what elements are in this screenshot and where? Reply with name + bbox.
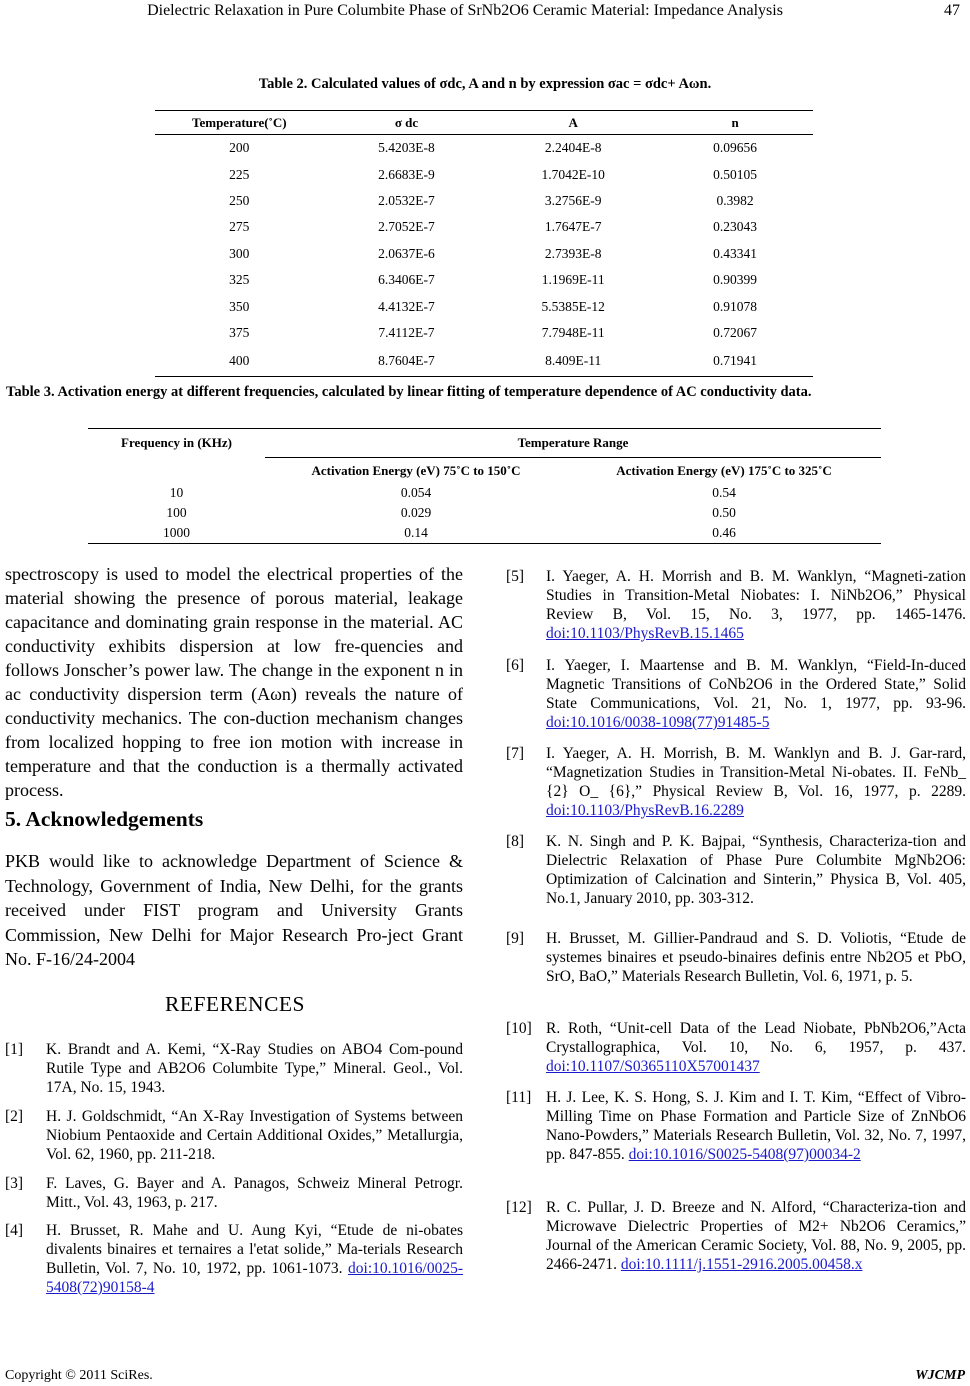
table-row xyxy=(155,135,813,162)
reference-item xyxy=(506,567,966,643)
table2 xyxy=(155,110,813,377)
doi-link[interactable]: doi:10.1103/PhysRevB.15.1465 xyxy=(546,625,744,642)
doi-link[interactable]: doi:10.1016/0025-5408(72)90158-4 xyxy=(46,1260,463,1296)
table-cell: 3.2756E-9 xyxy=(544,192,602,208)
reference-item xyxy=(506,1198,966,1274)
table-cell: 2.7052E-7 xyxy=(378,219,435,235)
copyright-text: Copyright © 2011 SciRes. xyxy=(5,1368,153,1383)
table-cell: 2.6683E-9 xyxy=(378,166,435,182)
table2-header-a: A xyxy=(489,111,657,135)
table3-header-blank xyxy=(88,458,265,484)
table-cell: 0.72067 xyxy=(713,324,757,340)
doi-link[interactable]: doi:10.1016/S0025-5408(97)00034-2 xyxy=(628,1146,861,1163)
reference-number: [4] xyxy=(5,1222,24,1239)
table-cell: 2.0637E-6 xyxy=(378,245,435,261)
table-cell: 0.91078 xyxy=(713,298,757,314)
reference-text xyxy=(546,1088,966,1164)
reference-number: [9] xyxy=(506,930,525,947)
table-row xyxy=(155,267,813,293)
table-row xyxy=(155,188,813,214)
body-paragraph xyxy=(5,562,463,802)
table-cell: 0.71941 xyxy=(657,346,813,377)
table-cell: 0.50 xyxy=(712,505,736,520)
body-text: spectroscopy is used to model the electrical properties of the material showing the presence of porous material, leakage capacitance and dominating grain response in the material. AC conductivity exhibits dispersion at low fre-quencies and follows Jonscher’s power law. The change in the exponent n in ac conductivity dispersion term (Aωn) reveals the nature of conductivity mechanics. The con-duction mechanism changes from localized hopping to free ion motion with increase in temperature and that the conduction is a thermally activated process. xyxy=(5,564,463,800)
reference-body: R. C. Pullar, J. D. Breeze and N. Alford, “Characteriza-tion and Microwave Dielectric Properties of M2+ Nb2O6 Ceramics,” Journal of the American Ceramic Society, Vol. 88, No. 9, 2005, pp. 2466-2471. xyxy=(546,1199,966,1273)
table-cell: 100 xyxy=(166,505,187,520)
table3-subheader-range1: Activation Energy (eV) 75˚C to 150˚C xyxy=(311,462,521,478)
table-cell: 7.4112E-7 xyxy=(378,324,435,340)
table-cell: 275 xyxy=(229,219,250,235)
acknowledgements-heading: 5. Acknowledgements xyxy=(5,807,204,831)
reference-body: I. Yaeger, A. H. Morrish and B. M. Wanklyn, “Magneti-zation Studies in Transition-Metal Niobates: I. NiNb2O6,” Physical Review B, Vol. 15, No. 3, 1977, pp. 1465-1476. xyxy=(546,568,966,623)
table2-caption: Table 2. Calculated values of σdc, A and n by expression σac = σdc+ Aωn. xyxy=(258,76,712,92)
table-cell: 300 xyxy=(229,245,250,261)
reference-number: [12] xyxy=(506,1199,532,1216)
table-cell: 0.90399 xyxy=(713,272,757,288)
reference-item xyxy=(5,1040,463,1097)
table2-header-n: n xyxy=(657,111,813,135)
reference-number: [3] xyxy=(5,1175,24,1192)
reference-number: [10] xyxy=(506,1020,532,1037)
table-cell: 200 xyxy=(229,140,250,156)
table-cell: 0.14 xyxy=(265,523,567,544)
table-cell: 0.23043 xyxy=(713,219,757,235)
references-heading: REFERENCES xyxy=(165,992,305,1016)
table-cell: 8.409E-11 xyxy=(489,346,657,377)
table-row xyxy=(155,320,813,346)
reference-item xyxy=(5,1221,463,1297)
table-cell: 0.029 xyxy=(400,505,432,520)
table2-header-temperature: Temperature(˚C) xyxy=(155,111,324,135)
table-cell: 2.0532E-7 xyxy=(378,192,435,208)
running-title: Dielectric Relaxation in Pure Columbite Phase of SrNb2O6 Ceramic Material: Impedance Analysis xyxy=(147,2,783,19)
doi-link[interactable]: doi:10.1103/PhysRevB.16.2289 xyxy=(546,802,744,819)
reference-item xyxy=(506,1088,966,1164)
table-cell: 10 xyxy=(169,485,184,500)
table-cell: 0.46 xyxy=(567,523,881,544)
table-cell: 400 xyxy=(155,346,324,377)
reference-number: [7] xyxy=(506,745,525,762)
reference-number: [2] xyxy=(5,1108,24,1125)
table-cell: 0.09656 xyxy=(713,140,757,156)
reference-item xyxy=(506,832,966,908)
table-row xyxy=(155,293,813,319)
doi-link[interactable]: doi:10.1107/S0365110X57001437 xyxy=(546,1058,760,1075)
table2-header-sigma-dc: σ dc xyxy=(324,111,490,135)
table-cell: 1000 xyxy=(88,523,265,544)
reference-body: H. J. Lee, K. S. Hong, S. J. Kim and I. T. Kim, “Effect of Vibro-Milling Time on Phase Formation and Particle Size of ZnNbO6 Nano-Powders,” Materials Research Bulletin, Vol. 32, No. 7, 1997, pp. 847-855. xyxy=(546,1089,966,1163)
table3 xyxy=(88,428,881,544)
table-row xyxy=(155,241,813,267)
table3-header-temperature-range: Temperature Range xyxy=(265,429,881,458)
reference-text xyxy=(546,1019,966,1076)
reference-text xyxy=(546,656,966,732)
table-row xyxy=(155,214,813,240)
table-cell: 1.7647E-7 xyxy=(544,219,602,235)
reference-number: [8] xyxy=(506,833,525,850)
table-cell: 1.1969E-11 xyxy=(541,272,605,288)
running-header xyxy=(0,0,970,24)
table-cell: 225 xyxy=(229,166,250,182)
page-number: 47 xyxy=(944,2,960,19)
reference-text xyxy=(546,567,966,643)
reference-body: H. Brusset, R. Mahe and U. Aung Kyi, “Etude de ni-obates divalents binaires et ternaires a l'etat solide,” Ma-terials Research Bulletin, Vol. 7, No. 10, 1972, pp. 1061-1073. xyxy=(46,1222,463,1277)
reference-text xyxy=(546,744,966,820)
reference-text xyxy=(46,1221,463,1297)
reference-number: [1] xyxy=(5,1041,24,1058)
table-cell: 325 xyxy=(229,272,250,288)
table-row xyxy=(88,503,881,523)
table-cell: 2.7393E-8 xyxy=(544,245,602,261)
journal-name: WJCMP xyxy=(915,1368,965,1383)
reference-number: [6] xyxy=(506,657,525,674)
table-row xyxy=(155,161,813,187)
table3-subheader-range2: Activation Energy (eV) 175˚C to 325˚C xyxy=(616,462,832,478)
acknowledgements-text: PKB would like to acknowledge Department of Science & Technology, Government of India, New Delhi, for the grants received under FIST program and University Grants Commission, New Delhi for Major Research Pro-ject Grant No. F-16/24-2004 xyxy=(5,851,463,969)
table-cell: 0.50105 xyxy=(713,166,757,182)
table-cell: 1.7042E-10 xyxy=(541,166,605,182)
table-cell: 350 xyxy=(229,298,250,314)
reference-number: [5] xyxy=(506,568,525,585)
reference-body: I. Yaeger, I. Maartense and B. M. Wanklyn, “Field-In-duced Magnetic Transitions of CoNb2O6 in the Ordered State,” Solid State Communications, Vol. 21, No. 1, 1977, pp. 93-96. xyxy=(546,657,966,712)
reference-body: R. Roth, “Unit-cell Data of the Lead Niobate, PbNb2O6,”Acta Crystallographica, Vol. 10, No. 6, 1957, p. 437. xyxy=(546,1020,966,1056)
reference-number: [11] xyxy=(506,1089,532,1106)
table-cell: 7.7948E-11 xyxy=(541,324,605,340)
table-cell: 0.3982 xyxy=(716,192,754,208)
table-cell: 6.3406E-7 xyxy=(378,272,435,288)
table-cell: 5.5385E-12 xyxy=(541,298,605,314)
doi-link[interactable]: doi:10.1016/0038-1098(77)91485-5 xyxy=(546,714,770,731)
reference-item xyxy=(506,1019,966,1076)
table-cell: 4.4132E-7 xyxy=(378,298,435,314)
table-row xyxy=(88,483,881,503)
table-cell: 0.054 xyxy=(400,485,432,500)
table-cell: 8.7604E-7 xyxy=(324,346,490,377)
table3-caption: Table 3. Activation energy at different frequencies, calculated by linear fitting of temperature dependence of AC conductivity data. xyxy=(6,384,812,400)
table3-header-frequency: Frequency in (KHz) xyxy=(88,429,265,458)
table-cell: 2.2404E-8 xyxy=(544,140,602,156)
table-cell: 0.54 xyxy=(712,485,736,500)
reference-item xyxy=(5,1174,463,1212)
reference-text: F. Laves, G. Bayer and A. Panagos, Schweiz Mineral Petrogr. Mitt., Vol. 43, 1963, p. 217. xyxy=(46,1175,463,1211)
doi-link[interactable]: doi:10.1111/j.1551-2916.2005.00458.x xyxy=(620,1256,863,1273)
reference-text: K. Brandt and A. Kemi, “X-Ray Studies on ABO4 Com-pound Rutile Type and AB2O6 Columbite Type,” Mineral. Geol., Vol. 17A, No. 15, 1943. xyxy=(46,1041,463,1096)
reference-text: H. J. Goldschmidt, “An X-Ray Investigation of Systems between Niobium Pentaoxide and Certain Additional Oxides,” Metallurgia, Vol. 62, 1960, pp. 211-218. xyxy=(46,1108,463,1163)
table-cell: 5.4203E-8 xyxy=(378,140,435,156)
reference-text: H. Brusset, M. Gillier-Pandraud and S. D. Voliotis, “Etude de systemes binaires et pseudo-binaires definis entre Nb2O5 et PbO, SrO, BaO,” Materials Research Bulletin, Vol. 6, 1971, p. 5. xyxy=(546,930,966,985)
table-row xyxy=(88,523,881,544)
reference-text: K. N. Singh and P. K. Bajpai, “Synthesis, Characteriza-tion and Dielectric Relaxation of Phase Pure Columbite MgNb2O6: Optimization of Calcination and Sinterin,” Physica B, Vol. 405, No.1, January 2010, pp. 303-312. xyxy=(546,833,966,907)
table-cell: 375 xyxy=(229,324,250,340)
table-cell: 250 xyxy=(229,192,250,208)
reference-text xyxy=(546,1198,966,1274)
reference-item xyxy=(506,656,966,732)
table-row xyxy=(155,346,813,377)
reference-item xyxy=(5,1107,463,1164)
reference-body: I. Yaeger, A. H. Morrish, B. M. Wanklyn and B. J. Gar-rard, “Magnetization Studies in Transition-Metal Ni-obates. II. FeNb_ {2} O_ {6},” Physical Review B, Vol. 16, 1977, p. 2289. xyxy=(546,745,966,800)
reference-item xyxy=(506,744,966,820)
reference-item xyxy=(506,929,966,986)
table-cell: 0.43341 xyxy=(713,245,757,261)
